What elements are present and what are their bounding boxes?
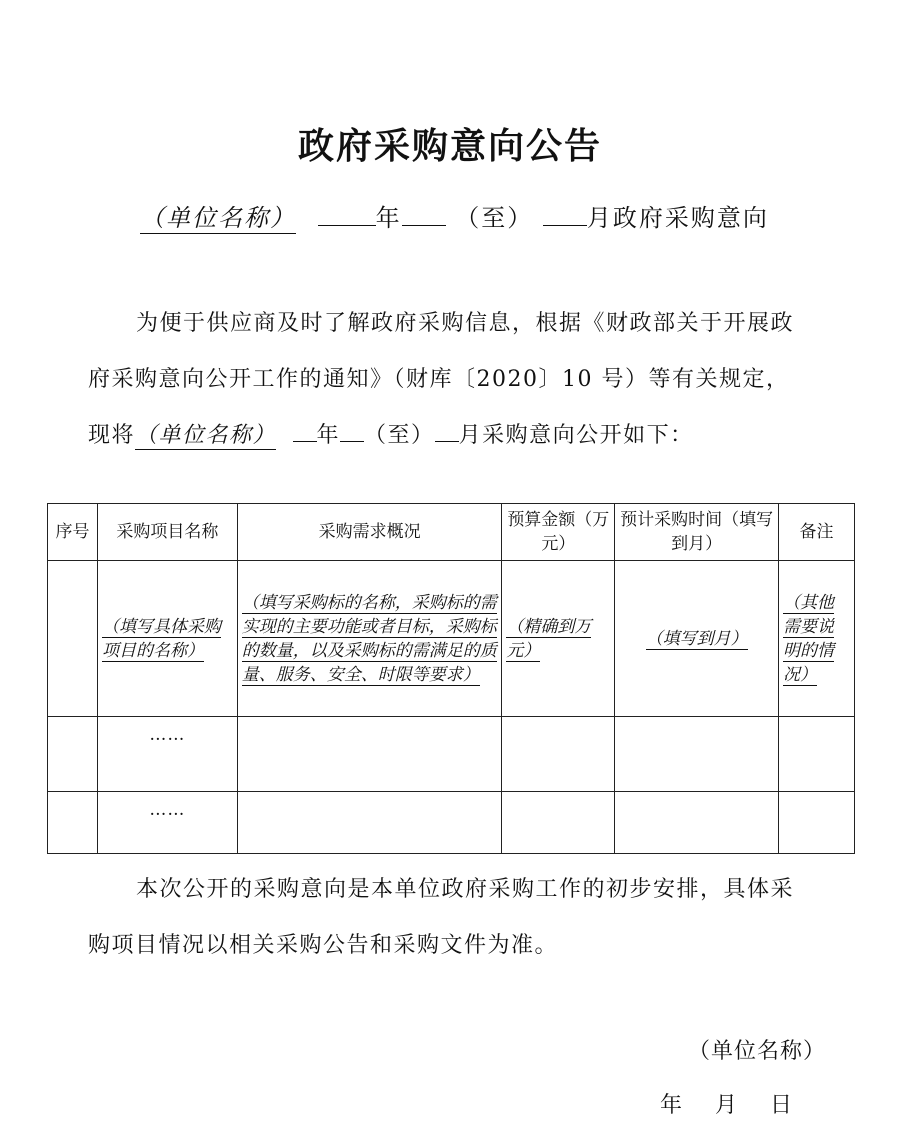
header-budget: 预算金额（万元） bbox=[502, 504, 615, 561]
intro-year-blank[interactable] bbox=[293, 417, 317, 442]
signature-date: 年 月 日 bbox=[660, 1093, 793, 1118]
page-title: 政府采购意向公告 bbox=[297, 126, 602, 167]
header-time: 预计采购时间（填写到月） bbox=[615, 504, 779, 561]
intro-to-label: （至） bbox=[364, 423, 435, 448]
cell-budget[interactable] bbox=[502, 792, 615, 854]
subtitle-suffix: 月政府采购意向 bbox=[586, 204, 769, 232]
intro-month-start-blank[interactable] bbox=[340, 417, 364, 442]
cell-demand[interactable] bbox=[237, 717, 502, 792]
header-demand: 采购需求概况 bbox=[237, 504, 502, 561]
cell-time[interactable] bbox=[615, 792, 779, 854]
subtitle-unit: （单位名称） bbox=[140, 204, 296, 232]
subtitle-month-end-blank[interactable] bbox=[543, 201, 587, 226]
closing-line-2: 购项目情况以相关采购公告和采购文件为准。 bbox=[88, 933, 559, 958]
cell-note-text: （其他需要说明的情况） bbox=[783, 592, 835, 685]
cell-index[interactable] bbox=[48, 792, 98, 854]
intro-line-2: 府采购意向公开工作的通知》（财库〔2020〕10 号）等有关规定， bbox=[88, 367, 790, 392]
closing-paragraph bbox=[88, 862, 828, 974]
cell-demand[interactable] bbox=[237, 561, 502, 717]
cell-project-ellipsis[interactable]: …… bbox=[97, 792, 237, 854]
header-index: 序号 bbox=[48, 504, 98, 561]
intro-unit: （单位名称） bbox=[135, 423, 277, 448]
cell-time-text: （填写到月） bbox=[645, 628, 748, 649]
cell-note[interactable] bbox=[779, 792, 855, 854]
cell-budget[interactable] bbox=[502, 561, 615, 717]
intro-line-3-suffix: 月采购意向公开如下： bbox=[458, 423, 694, 448]
header-project: 采购项目名称 bbox=[97, 504, 237, 561]
cell-project[interactable] bbox=[97, 561, 237, 717]
header-note: 备注 bbox=[779, 504, 855, 561]
cell-note[interactable] bbox=[779, 717, 855, 792]
procurement-table bbox=[47, 503, 855, 854]
cell-demand-text: （填写采购标的名称，采购标的需实现的主要功能或者目标，采购标的数量，以及采购标的需满足的质量、服务、安全、时限等要求） bbox=[241, 592, 497, 685]
cell-demand[interactable] bbox=[237, 792, 502, 854]
intro-month-end-blank[interactable] bbox=[435, 417, 459, 442]
cell-project-ellipsis[interactable]: …… bbox=[97, 717, 237, 792]
cell-project-text: （填写具体采购项目的名称） bbox=[101, 616, 221, 661]
cell-budget[interactable] bbox=[502, 717, 615, 792]
cell-time[interactable] bbox=[615, 717, 779, 792]
cell-time[interactable] bbox=[615, 561, 779, 717]
subtitle-line bbox=[140, 198, 769, 233]
table-header-row bbox=[48, 504, 855, 561]
table-row bbox=[48, 792, 855, 854]
cell-index[interactable] bbox=[48, 561, 98, 717]
subtitle-year-blank[interactable] bbox=[318, 201, 376, 226]
intro-line-1: 为便于供应商及时了解政府采购信息，根据《财政部关于开展政 bbox=[136, 311, 795, 336]
subtitle-month-start-blank[interactable] bbox=[402, 201, 446, 226]
intro-year-label: 年 bbox=[316, 423, 341, 448]
subtitle-to-label: （至） bbox=[455, 204, 534, 232]
closing-line-1: 本次公开的采购意向是本单位政府采购工作的初步安排，具体采 bbox=[136, 877, 795, 902]
table-row bbox=[48, 717, 855, 792]
cell-index[interactable] bbox=[48, 717, 98, 792]
subtitle-year-label: 年 bbox=[375, 204, 402, 232]
intro-line-3-prefix: 现将 bbox=[88, 423, 136, 448]
cell-budget-text: （精确到万元） bbox=[506, 616, 592, 661]
signature-unit: （单位名称） bbox=[688, 1039, 827, 1064]
intro-paragraph bbox=[88, 296, 828, 464]
table-row bbox=[48, 561, 855, 717]
cell-note[interactable] bbox=[779, 561, 855, 717]
